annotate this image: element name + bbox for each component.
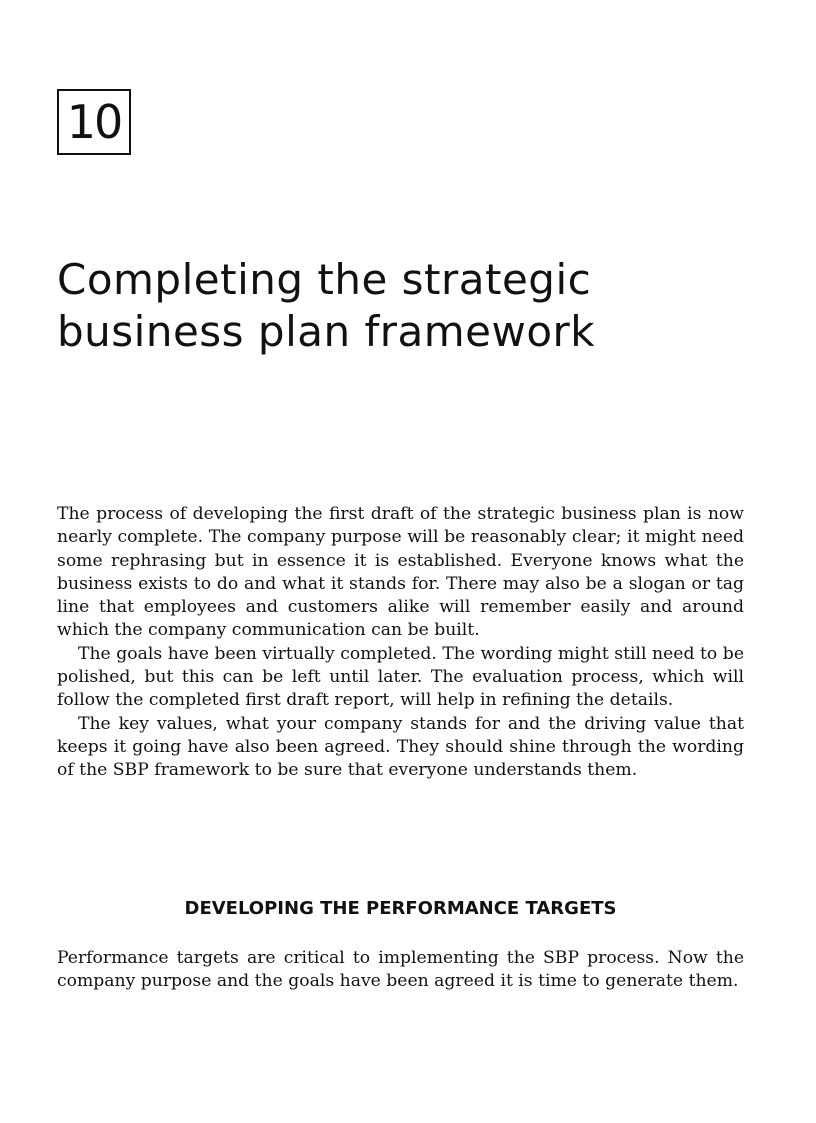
- body-paragraph-1: The process of developing the first draft of the strategic business plan is now nearly complete. The company purpose will be reasonably clear; it might need some rephrasing but in essence it is established. Everyone knows what the business exists to do and what it stands for. There may also be a slogan or tag line that employees and customers alike will remember easily and around which the company communication can be built.: [57, 504, 744, 641]
- chapter-body: [57, 503, 744, 783]
- section-heading: DEVELOPING THE PERFORMANCE TARGETS: [184, 898, 617, 919]
- chapter-title-line-2: business plan framework: [57, 307, 596, 356]
- section-body: [57, 947, 744, 994]
- section-paragraph-1: Performance targets are critical to implementing the SBP process. Now the company purpose and the goals have been agreed it is time to generate them.: [57, 948, 744, 992]
- body-paragraph-2: The goals have been virtually completed. The wording might still need to be polished, but this can be left until later. The evaluation process, which will follow the completed first draft report, will help in refining the details.: [57, 643, 744, 711]
- chapter-number: 10: [57, 89, 131, 155]
- chapter-title: [57, 254, 777, 358]
- chapter-title-line-1: Completing the strategic: [57, 255, 592, 304]
- body-paragraph-3: The key values, what your company stands for and the driving value that keeps it going have also been agreed. They should shine through the wording of the SBP framework to be sure that everyone understands them.: [57, 713, 744, 781]
